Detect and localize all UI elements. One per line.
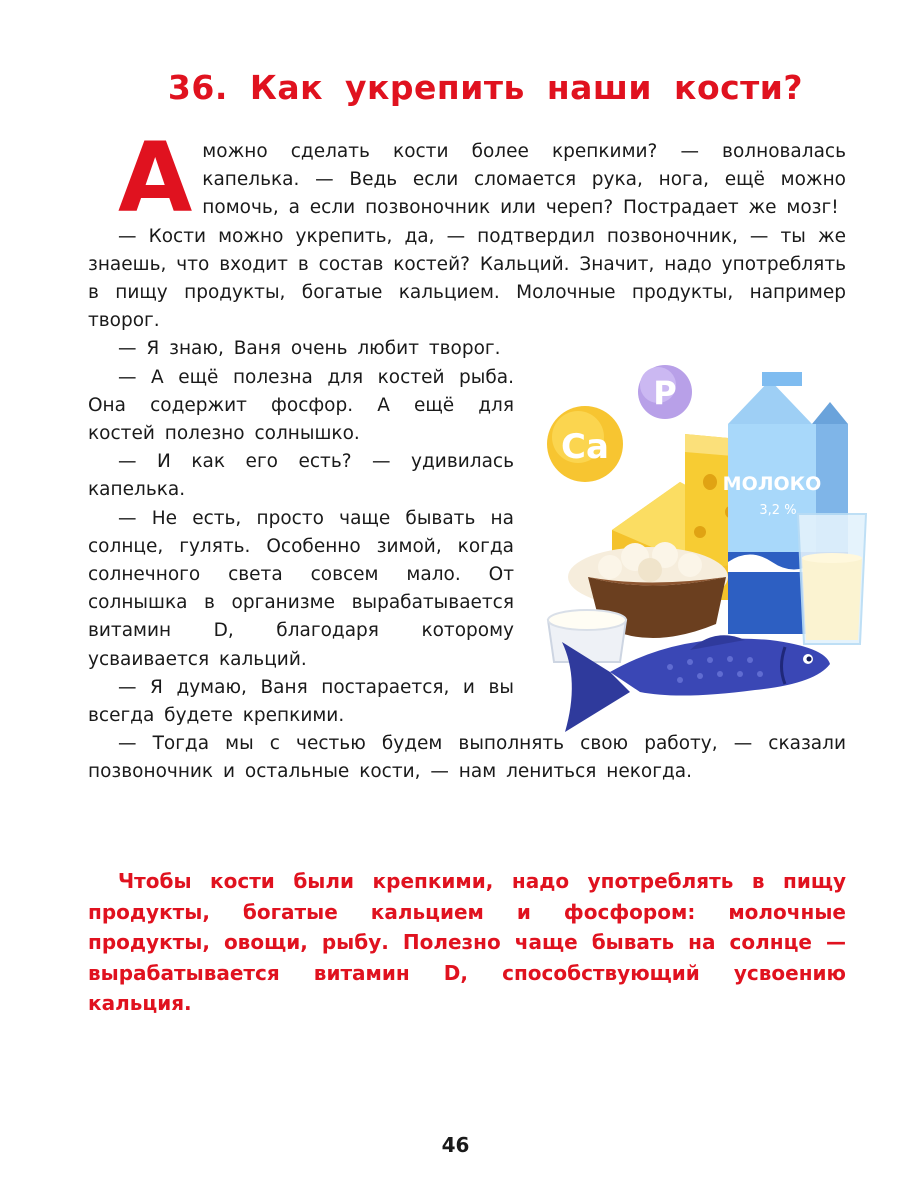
paragraph-8: — Тогда мы с честью будем выполнять свою работу, — сказали позвоночник и остальные кости, — нам лениться некогда. — [88, 733, 846, 783]
paragraph-4: — А ещё полезна для костей рыба. Она содержит фосфор. А ещё для костей полезно солнышко. — [88, 366, 514, 445]
paragraph-5: — И как его есть? — удивилась капелька. — [88, 451, 514, 501]
phosphorus-label: P — [653, 374, 677, 412]
page-number: 46 — [441, 1133, 470, 1157]
drop-cap: А — [118, 122, 193, 234]
sour-cream-cup-icon — [548, 610, 626, 662]
paragraph-3: — Я знаю, Ваня очень любит творог. — [118, 338, 501, 360]
calcium-label: Ca — [561, 427, 609, 467]
dairy-fish-illustration — [540, 362, 870, 742]
milk-label: МОЛОКО — [722, 473, 822, 495]
paragraph-6: — Не есть, просто чаще бывать на солнце, гулять. Особенно зимой, когда солнечного света совсем мало. От солнышка в организме вырабатывается витамин D, благодаря которому усваивается кальций. — [88, 507, 514, 670]
milk-glass-icon — [798, 514, 866, 644]
milk-percent: 3,2 % — [759, 503, 797, 518]
paragraph-2: — Кости можно укрепить, да, — подтвердил позвоночник, — ты же знаешь, что входит в состав костей? Кальций. Значит, надо употреблять в пищу продукты, богатые кальцием. Молочные продукты, например творог. — [88, 225, 846, 332]
paragraph-7: — Я думаю, Ваня постарается, и вы всегда будете крепкими. — [88, 676, 514, 727]
conclusion-text: Чтобы кости были крепкими, надо употреблять в пищу продукты, богатые кальцием и фосфором: молочные продукты, овощи, рыбу. Полезно чаще бывать на солнце — вырабатывается витамин D, способствующий усвоению кальция. — [88, 869, 846, 1015]
page-title: 36. Как укрепить наши кости? — [167, 68, 804, 107]
paragraph-1: Аможно сделать кости более крепкими? — волновалась капелька. — Ведь если сломается рука, нога, ещё можно помочь, а если позвоночник или череп? Пострадает же мозг! — [118, 122, 846, 234]
